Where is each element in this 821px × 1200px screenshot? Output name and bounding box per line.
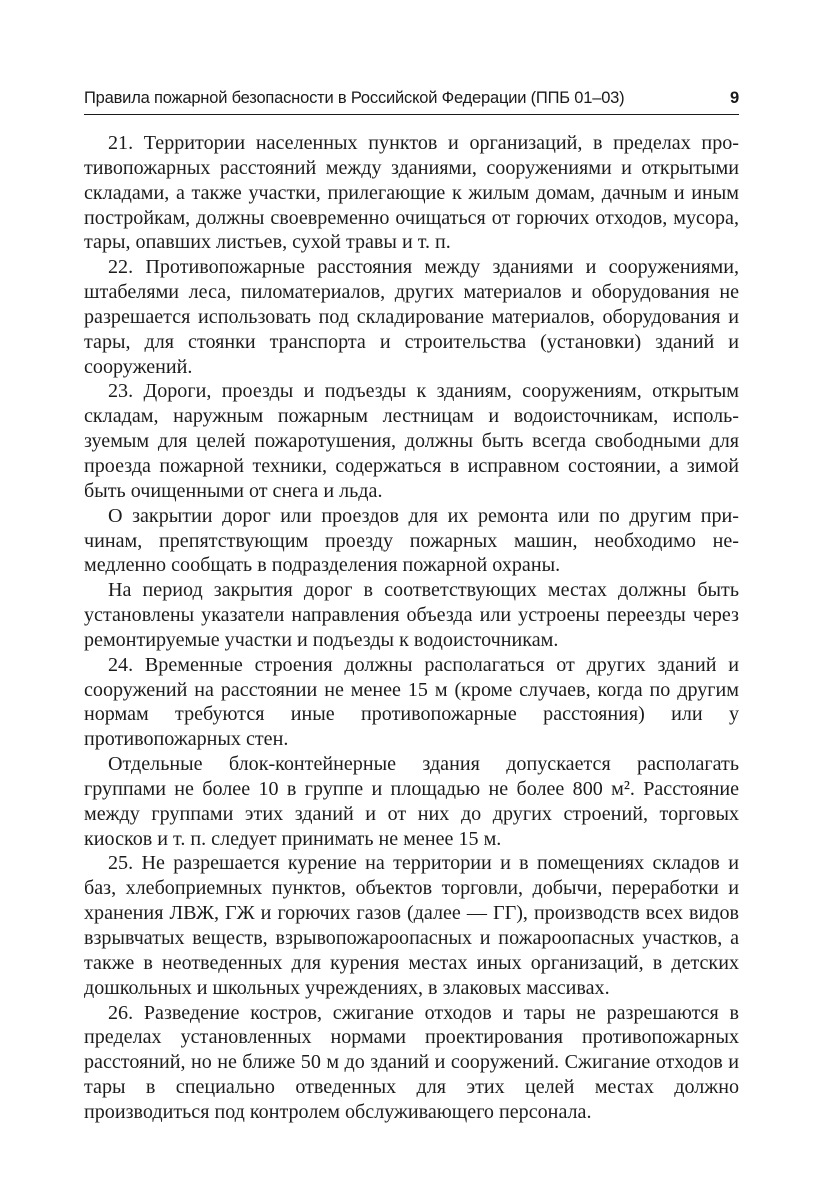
paragraph-23: 23. Дороги, проезды и подъезды к зданиям, сооружениям, открытым складам, наружным пожарным лестницам и водоисточникам, используемым для целей пожаротушения, должны быть всегда свободными для проезда пожарной техники, содержаться в исправном состоянии, а зимой быть очищенными от снега и льда. (84, 380, 739, 502)
paragraph-24: 24. Временные строения должны располагаться от других зданий и сооружений на расстоянии не менее 15 м (кроме случаев, когда по другим нормам требуются иные противопожарные расстояния) или у противопожарных стен. (84, 653, 739, 751)
paragraph-26: 26. Разведение костров, сжигание отходов и тары не разрешаются в пределах установленных нормами проектирования противопожарных расстояний, но не ближе 50 м до зданий и сооружений. Сжигание отходов и тары в специально отведенных для этих целей местах должно производиться под контролем обслуживающего персонала. (84, 1001, 739, 1123)
header-title: Правила пожарной безопасности в Российской Федерации (ППБ 01–03) (84, 89, 625, 107)
page-number: 9 (730, 89, 739, 107)
paragraph-24-block-containers: Отдельные блок-контейнерные здания допускается располагать группами не более 10 в группе и площадью не более 800 м². Расстояние между группами этих зданий и от них до других строений, торговых киосков и т. п. следует принимать не менее 15 м. (84, 753, 739, 850)
paragraph-23-road-closure: О закрытии дорог или проездов для их ремонта или по другим причинам, препятствующим проезду пожарных машин, необходимо немедленно сообщать в подразделения пожарной охраны. (84, 504, 739, 577)
paragraph-21: 21. Территории населенных пунктов и организаций, в пределах противопожарных расстояний между зданиями, сооружениями и открытыми складами, а также участки, прилегающие к жилым домам, дачным и иным постройкам, должны своевременно очищаться от горючих отходов, мусора, тары, опавших листьев, сухой травы и т. п. (84, 132, 739, 254)
body-text (84, 131, 739, 1125)
paragraph-23-detour-signs: На период закрытия дорог в соответствующих местах должны быть установлены указатели направления объезда или устроены переезды через ремонтируемые участки и подъезды к водоисточникам. (84, 579, 739, 651)
paragraph-22: 22. Противопожарные расстояния между зданиями и сооружениями, штабелями леса, пиломатериалов, других материалов и оборудования не разрешается использовать под складирование материалов, оборудования и тары, для стоянки транспорта и строительства (установки) зданий и сооружений. (84, 256, 739, 378)
running-header (84, 88, 739, 115)
paragraph-25: 25. Не разрешается курение на территории и в помещениях складов и баз, хлебоприемных пунктов, объектов торговли, добычи, переработки и хранения ЛВЖ, ГЖ и горючих газов (далее — ГГ), производств всех видов взрывчатых веществ, взрывопожароопасных и пожароопасных участков, а также в неотведенных для курения местах иных организаций, в детских дошкольных и школьных учреждениях, в злаковых массивах. (84, 852, 739, 999)
